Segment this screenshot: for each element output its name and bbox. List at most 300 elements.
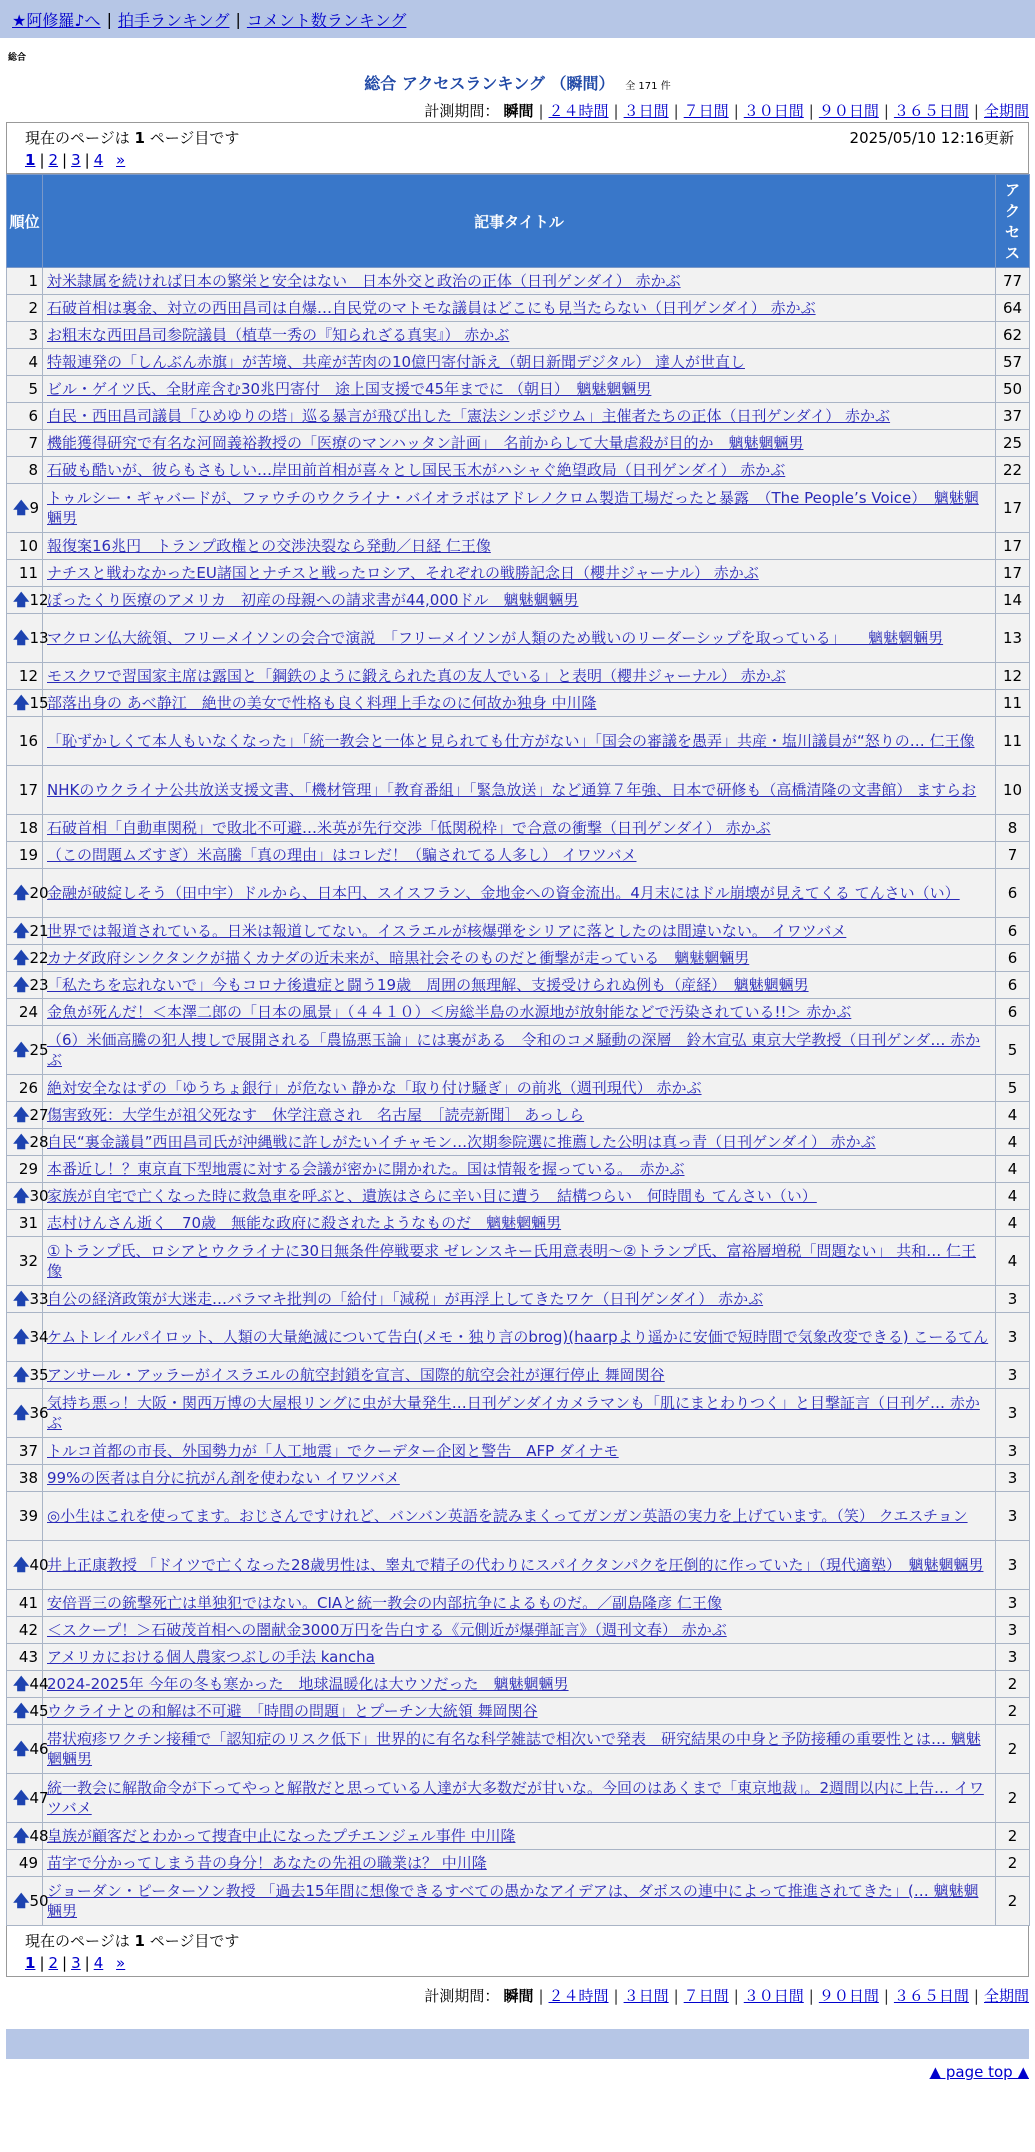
article-link[interactable]: ナチスと戦わなかったEU諸国とナチスと戦ったロシア、それぞれの戦勝記念日（櫻井ジャーナル） 赤かぶ	[47, 564, 759, 582]
table-row	[7, 560, 1030, 587]
table-row	[7, 1362, 1030, 1389]
rank-number: 21	[29, 922, 49, 940]
arrow-up-icon: 🡅	[13, 1701, 30, 1720]
pager-page-1[interactable]: 3	[71, 151, 81, 169]
arrow-up-icon: 🡅	[13, 1674, 30, 1693]
article-link[interactable]: 対米隷属を続ければ日本の繁栄と安全はない 日本外交と政治の正体（日刊ゲンダイ） 赤かぶ	[47, 272, 681, 290]
title-cell	[43, 1075, 996, 1102]
access-count: 10	[996, 766, 1030, 815]
rank-number: 22	[29, 949, 49, 967]
article-link[interactable]: お粗末な西田昌司参院議員（植草一秀の『知られざる真実』） 赤かぶ	[47, 326, 510, 344]
page-number: 1	[134, 129, 145, 147]
table-row	[7, 1850, 1030, 1877]
article-link[interactable]: 「恥ずかしくて本人もいなくなった」「統一教会と一体と見られても仕方がない」「国会の審議を愚弄」共産・塩川議員が“怒りの… 仁王像	[47, 732, 975, 750]
rank-cell	[7, 1877, 49, 1926]
rank-cell	[7, 972, 49, 999]
article-link[interactable]: アンサール・アッラーがイスラエルの航空封鎖を宣言、国際的航空会社が運行停止 舞岡関谷	[47, 1366, 665, 1384]
title-cell	[43, 322, 996, 349]
rank-number: 29	[18, 1160, 38, 1178]
table-row	[7, 766, 1030, 815]
period-link-1[interactable]: ３日間	[623, 1987, 669, 2005]
access-count: 4	[996, 1129, 1030, 1156]
period-link-3[interactable]: ３０日間	[743, 102, 804, 120]
article-link[interactable]: （6）米価高騰の犯人捜しで展開される「農協悪玉論」には裏がある 令和のコメ騒動の深層 鈴木宣弘 東京大学教授（日刊ゲンダ… 赤かぶ	[47, 1031, 981, 1069]
arrow-up-icon: 🡅	[13, 1186, 30, 1205]
access-count: 14	[996, 587, 1030, 614]
page-prefix: 現在のページは	[25, 129, 130, 147]
article-link[interactable]: 自公の経済政策が大迷走…バラマキ批判の「給付」「減税」が再浮上してきたワケ（日刊ゲンダイ） 赤かぶ	[47, 1290, 764, 1308]
title-cell	[43, 869, 996, 918]
period-separator: |	[613, 1987, 619, 2005]
access-count: 4	[996, 1156, 1030, 1183]
period-link-6[interactable]: 全期間	[983, 1987, 1029, 2005]
arrow-up-icon: 🡅	[13, 1788, 30, 1807]
period-separator: |	[538, 102, 544, 120]
table-row	[7, 1541, 1030, 1590]
access-count: 77	[996, 268, 1030, 295]
rank-number: 18	[18, 819, 38, 837]
article-link[interactable]: 部落出身の あべ静江 絶世の美女で性格も良く料理上手なのに何故か独身 中川隆	[47, 694, 597, 712]
rank-cell	[7, 1286, 49, 1313]
table-row	[7, 1644, 1030, 1671]
period-link-4[interactable]: ９０日間	[818, 102, 879, 120]
rank-number: 27	[29, 1106, 49, 1124]
arrow-up-icon: 🡅	[13, 1403, 30, 1422]
title-cell	[43, 1698, 996, 1725]
rank-number: 9	[29, 499, 39, 517]
article-link[interactable]: （この問題ムズすぎ）米高騰「真の理由」はコレだ！（騙されてる人多し） イワツバメ	[47, 846, 637, 864]
table-row	[7, 1026, 1030, 1075]
article-link[interactable]: 99%の医者は自分に抗がん剤を使わない イワツバメ	[47, 1469, 400, 1487]
title-cell	[43, 717, 996, 766]
access-count: 4	[996, 1210, 1030, 1237]
rank-number: 43	[18, 1648, 38, 1666]
rank-cell	[7, 1671, 49, 1698]
rank-number: 47	[29, 1789, 49, 1807]
table-row	[7, 1774, 1030, 1823]
article-link[interactable]: ケムトレイルパイロット、人類の大量絶滅について告白(メモ・独り言のbrog)(haarpより遥かに安価で短時間で気象改変できる) こーるてん	[47, 1328, 989, 1346]
access-count: 6	[996, 869, 1030, 918]
rank-number: 50	[29, 1892, 49, 1910]
rank-number: 3	[28, 326, 38, 344]
table-row	[7, 1698, 1030, 1725]
table-row	[7, 1102, 1030, 1129]
article-link[interactable]: 家族が自宅で亡くなった時に救急車を呼ぶと、遺族はさらに辛い目に遭う 結構つらい 何時間も てんさい（い）	[47, 1187, 817, 1205]
pager-space	[107, 151, 112, 169]
article-link[interactable]: 自民・西田昌司議員「ひめゆりの塔」巡る暴言が飛び出した「憲法シンポジウム」主催者たちの正体（日刊ゲンダイ） 赤かぶ	[47, 407, 891, 425]
page-top-link[interactable]: ▲ page top ▲	[929, 2063, 1029, 2081]
rank-number: 13	[29, 629, 49, 647]
rank-number: 17	[18, 781, 38, 799]
access-count: 22	[996, 457, 1030, 484]
access-count: 17	[996, 533, 1030, 560]
arrow-up-icon: 🡅	[13, 975, 30, 994]
rank-cell	[7, 1725, 49, 1774]
rank-number: 46	[29, 1740, 49, 1758]
rank-number: 48	[29, 1827, 49, 1845]
header-access: アクセス	[996, 175, 1030, 268]
rank-cell	[7, 1698, 49, 1725]
rank-cell	[7, 869, 49, 918]
period-current: 瞬間	[503, 102, 534, 120]
table-row	[7, 1438, 1030, 1465]
rank-number: 12	[29, 591, 49, 609]
rank-cell	[7, 690, 49, 717]
title-cell	[43, 376, 996, 403]
period-separator: |	[613, 102, 619, 120]
arrow-up-icon: 🡅	[13, 1289, 30, 1308]
title-cell	[43, 1671, 996, 1698]
title-cell	[43, 1850, 996, 1877]
table-row	[7, 349, 1030, 376]
title-cell	[43, 1877, 996, 1926]
title-cell	[43, 457, 996, 484]
nav-applause-link[interactable]: 拍手ランキング	[117, 10, 230, 30]
access-count: 2	[996, 1725, 1030, 1774]
title-cell	[43, 1237, 996, 1286]
pager-separator: |	[62, 1954, 68, 1972]
access-count: 37	[996, 403, 1030, 430]
rank-cell	[7, 533, 43, 560]
article-link[interactable]: 本番近し！？東京直下型地震に対する会議が密かに開かれた。国は情報を握っている。 赤かぶ	[47, 1160, 685, 1178]
table-row	[7, 1823, 1030, 1850]
ranking-title-row	[0, 71, 1035, 94]
title-cell	[43, 1725, 996, 1774]
page-info-box-bottom	[6, 1926, 1029, 1977]
access-count: 3	[996, 1465, 1030, 1492]
rank-cell	[7, 1823, 49, 1850]
table-row	[7, 403, 1030, 430]
rank-number: 23	[29, 976, 49, 994]
title-cell	[43, 1313, 996, 1362]
article-link[interactable]: ウクライナとの和解は不可避 「時間の問題」とプーチン大統領 舞岡関谷	[47, 1702, 538, 1720]
period-selector	[0, 100, 1035, 122]
title-cell	[43, 295, 996, 322]
access-count: 12	[996, 663, 1030, 690]
rank-cell	[7, 1075, 43, 1102]
table-row	[7, 484, 1030, 533]
rank-number: 19	[18, 846, 38, 864]
pager-page-2[interactable]: 4	[93, 1954, 104, 1972]
access-count: 2	[996, 1823, 1030, 1850]
table-row	[7, 1286, 1030, 1313]
title-cell	[43, 1617, 996, 1644]
title-cell	[43, 430, 996, 457]
table-row	[7, 1075, 1030, 1102]
period-link-6[interactable]: 全期間	[983, 102, 1029, 120]
table-row	[7, 322, 1030, 349]
pager	[7, 149, 1028, 173]
article-link[interactable]: ビル・ゲイツ氏、全財産含む30兆円寄付 途上国支援で45年までに （朝日） 魑魅魍魎男	[47, 380, 652, 398]
article-link[interactable]: ぼったくり医療のアメリカ 初産の母親への請求書が44,000ドル 魑魅魍魎男	[47, 591, 579, 609]
article-link[interactable]: ◎小生はこれを使ってます。おじさんですけれど、バンバン英語を読みまくってガンガン英語の実力を上げています。（笑） クエスチョン	[47, 1507, 968, 1525]
arrow-up-icon: 🡅	[13, 1105, 30, 1124]
access-count: 3	[996, 1617, 1030, 1644]
pager-separator: |	[84, 151, 90, 169]
arrow-up-icon: 🡅	[13, 883, 30, 902]
rank-number: 26	[18, 1079, 38, 1097]
access-count: 64	[996, 295, 1030, 322]
title-cell	[43, 1026, 996, 1075]
access-count: 3	[996, 1492, 1030, 1541]
rank-number: 30	[29, 1187, 49, 1205]
period-current: 瞬間	[503, 1987, 534, 2005]
rank-cell	[7, 457, 43, 484]
article-link[interactable]: 機能獲得研究で有名な河岡義裕教授の「医療のマンハッタン計画」 名前からして大量虐殺が目的か 魑魅魍魎男	[47, 434, 804, 452]
title-cell	[43, 403, 996, 430]
article-link[interactable]: トルコ首都の市長、外国勢力が「人工地震」でクーデター企図と警告 AFP ダイナモ	[47, 1442, 619, 1460]
rank-cell	[7, 842, 43, 869]
pager-current[interactable]: 1	[25, 151, 36, 169]
access-count: 4	[996, 1237, 1030, 1286]
rank-cell	[7, 295, 43, 322]
rank-cell	[7, 268, 43, 295]
pager-page-0[interactable]: 2	[48, 1954, 59, 1972]
article-link[interactable]: ジョーダン・ピーターソン教授 「過去15年間に想像できるすべての愚かなアイデアは、ダボスの連中によって推進されてきた」(… 魑魅魍魎男	[47, 1882, 979, 1920]
rank-number: 2	[28, 299, 38, 317]
access-count: 11	[996, 690, 1030, 717]
title-cell	[43, 587, 996, 614]
rank-cell	[7, 1438, 43, 1465]
title-cell	[43, 1438, 996, 1465]
article-link[interactable]: NHKのウクライナ公共放送支援文書、「機材管理」「教育番組」「緊急放送」など通算７年強、日本で研修も（高橋清隆の文書館） ますらお	[47, 781, 977, 799]
rank-number: 44	[29, 1675, 49, 1693]
article-link[interactable]: モスクワで習国家主席は露国と「鋼鉄のように鍛えられた真の友人でいる」と表明（櫻井ジャーナル） 赤かぶ	[47, 667, 786, 685]
rank-number: 11	[18, 564, 38, 582]
table-row	[7, 869, 1030, 918]
article-link[interactable]: 金魚が死んだ！＜本澤二郎の「日本の風景」（４４１０）＜房総半島の水源地が放射能などで汚染されている!!＞ 赤かぶ	[47, 1003, 852, 1021]
article-link[interactable]: 報復案16兆円 トランプ政権との交渉決裂なら発動／日経 仁王像	[47, 537, 491, 555]
title-cell	[43, 766, 996, 815]
title-cell	[43, 945, 996, 972]
pager-separator: |	[39, 1954, 45, 1972]
period-link-1[interactable]: ３日間	[623, 102, 669, 120]
period-link-4[interactable]: ９０日間	[818, 1987, 879, 2005]
rank-number: 32	[18, 1252, 38, 1270]
article-link[interactable]: 金融が破綻しそう（田中宇）ドルから、日本円、スイスフラン、金地金への資金流出。4月末にはドル崩壊が見えてくる てんさい（い）	[47, 884, 960, 902]
title-cell	[43, 1465, 996, 1492]
arrow-up-icon: 🡅	[13, 1365, 30, 1384]
access-count: 11	[996, 717, 1030, 766]
title-cell	[43, 533, 996, 560]
article-link[interactable]: トゥルシー・ギャバードが、ファウチのウクライナ・バイオラボはアドレノクロム製造工場だったと暴露 （The People’s Voice） 魑魅魍魎男	[47, 489, 979, 527]
title-cell	[43, 1210, 996, 1237]
rank-cell	[7, 815, 43, 842]
article-link[interactable]: 気持ち悪っ！大阪・関西万博の大屋根リングに虫が大量発生…日刊ゲンダイカメラマンも「肌にまとわりつく」と目撃証言（日刊ゲ… 赤かぶ	[47, 1394, 980, 1432]
table-row	[7, 1313, 1030, 1362]
article-link[interactable]: 特報連発の「しんぶん赤旗」が苦境、共産が苦肉の10億円寄付訴え（朝日新聞デジタル） 達人が世直し	[47, 353, 745, 371]
footer-bar	[6, 2029, 1029, 2059]
table-row	[7, 1590, 1030, 1617]
table-row	[7, 295, 1030, 322]
rank-cell	[7, 663, 43, 690]
access-count: 2	[996, 1850, 1030, 1877]
period-link-2[interactable]: ７日間	[683, 1987, 729, 2005]
pager-current[interactable]: 1	[25, 1954, 36, 1972]
access-count: 3	[996, 1644, 1030, 1671]
table-row	[7, 614, 1030, 663]
article-link[interactable]: ①トランプ氏、ロシアとウクライナに30日無条件停戦要求 ゼレンスキー氏用意表明～②トランプ氏、富裕層増税「問題ない」 共和… 仁王像	[47, 1242, 977, 1280]
title-cell	[43, 663, 996, 690]
article-link[interactable]: マクロン仏大統領、フリーメイソンの会合で演説 「フリーメイソンが人類のため戦いのリーダーシップを取っている」 魑魅魍魎男	[47, 629, 944, 647]
rank-cell	[7, 376, 43, 403]
article-link[interactable]: 帯状疱疹ワクチン接種で「認知症のリスク低下」世界的に有名な科学雑誌で相次いで発表 研究結果の中身と予防接種の重要性とは… 魑魅魍魎男	[47, 1730, 981, 1768]
period-selector-bottom	[0, 1985, 1035, 2007]
current-page-text	[25, 1930, 239, 1952]
article-link[interactable]: 安倍晋三の銃撃死亡は単独犯ではない。CIAと統一教会の内部抗争によるものだ。／副島隆彦 仁王像	[47, 1594, 722, 1612]
page-top-row	[0, 2059, 1035, 2091]
article-link[interactable]: 皇族が顧客だとわかって捜査中止になったプチエンジェル事件 中川隆	[47, 1827, 516, 1845]
rank-cell	[7, 918, 49, 945]
nav-home-link[interactable]: ★阿修羅♪へ	[12, 10, 101, 30]
table-row	[7, 1492, 1030, 1541]
article-link[interactable]: ＜スクープ！＞石破茂首相への闇献金3000万円を告白する《元側近が爆弾証言》（週刊文春） 赤かぶ	[47, 1621, 727, 1639]
rank-number: 5	[28, 380, 38, 398]
period-link-2[interactable]: ７日間	[683, 102, 729, 120]
period-separator: |	[883, 1987, 889, 2005]
page-suffix: ページ目です	[149, 1932, 240, 1950]
access-count: 5	[996, 1075, 1030, 1102]
period-separator: |	[733, 1987, 739, 2005]
rank-number: 49	[18, 1854, 38, 1872]
period-link-0[interactable]: ２４時間	[548, 102, 609, 120]
access-count: 3	[996, 1541, 1030, 1590]
rank-number: 40	[29, 1556, 49, 1574]
period-link-5[interactable]: ３６５日間	[893, 102, 969, 120]
rank-number: 10	[18, 537, 38, 555]
table-row	[7, 999, 1030, 1026]
access-count: 8	[996, 815, 1030, 842]
arrow-up-icon: 🡅	[13, 1040, 30, 1059]
rank-number: 42	[18, 1621, 38, 1639]
article-link[interactable]: 統一教会に解散命令が下ってやっと解散だと思っている人達が大多数だが甘いな。今回のはあくまで「東京地裁」。2週間以内に上告… イワツバメ	[47, 1779, 984, 1817]
arrow-up-icon: 🡅	[13, 1826, 30, 1845]
access-count: 2	[996, 1671, 1030, 1698]
article-link[interactable]: 「私たちを忘れないで」今もコロナ後遺症と闘う19歳 周囲の無理解、支援受けられぬ例も（産経） 魑魅魍魎男	[47, 976, 809, 994]
article-link[interactable]: 志村けんさん逝く 70歳 無能な政府に殺されたようなものだ 魑魅魍魎男	[47, 1214, 562, 1232]
rank-cell	[7, 1850, 43, 1877]
period-separator: |	[883, 102, 889, 120]
title-cell	[43, 1774, 996, 1823]
title-cell	[43, 268, 996, 295]
pager-next[interactable]: »	[116, 1954, 126, 1972]
title-cell	[43, 1590, 996, 1617]
nav-comments-link[interactable]: コメント数ランキング	[246, 10, 407, 30]
pager-next[interactable]: »	[116, 151, 126, 169]
rank-cell	[7, 945, 49, 972]
article-link[interactable]: カナダ政府シンクタンクが描くカナダの近未来が、暗黒社会そのものだと衝撃が走っている 魑魅魍魎男	[47, 949, 750, 967]
access-count: 57	[996, 349, 1030, 376]
article-link[interactable]: 自民“裏金議員”西田昌司氏が沖縄戦に許しがたいイチャモン…次期参院選に推薦した公明は真っ青（日刊ゲンダイ） 赤かぶ	[47, 1133, 876, 1151]
title-cell	[43, 1389, 996, 1438]
access-count: 50	[996, 376, 1030, 403]
table-row	[7, 1237, 1030, 1286]
access-count: 6	[996, 972, 1030, 999]
title-cell	[43, 842, 996, 869]
rank-number: 31	[18, 1214, 38, 1232]
rank-cell	[7, 614, 49, 663]
table-row	[7, 1877, 1030, 1926]
rank-cell	[7, 717, 43, 766]
access-count: 62	[996, 322, 1030, 349]
title-cell	[43, 815, 996, 842]
table-row	[7, 533, 1030, 560]
article-link[interactable]: 井上正康教授 「ドイツで亡くなった28歳男性は、睾丸で精子の代わりにスパイクタンパクを圧倒的に作っていた」（現代適塾） 魑魅魍魎男	[47, 1556, 984, 1574]
article-link[interactable]: 絶対安全なはずの「ゆうちょ銀行」が危ない 静かな「取り付け騒ぎ」の前兆（週刊現代） 赤かぶ	[47, 1079, 702, 1097]
pager-separator: |	[62, 151, 68, 169]
period-link-3[interactable]: ３０日間	[743, 1987, 804, 2005]
page-title: 総合 アクセスランキング （瞬間）	[364, 74, 615, 93]
pager-page-0[interactable]: 2	[48, 151, 59, 169]
page-number: 1	[134, 1932, 145, 1950]
access-count: 3	[996, 1590, 1030, 1617]
rank-cell	[7, 430, 43, 457]
article-link[interactable]: 2024-2025年 今年の冬も寒かった 地球温暖化は大ウソだった 魑魅魍魎男	[47, 1675, 569, 1693]
pager-page-1[interactable]: 3	[71, 1954, 81, 1972]
title-cell	[43, 1362, 996, 1389]
period-separator: |	[808, 1987, 814, 2005]
access-count: 3	[996, 1286, 1030, 1313]
article-link[interactable]: 石破首相は裏金、対立の西田昌司は自爆…自民党のマトモな議員はどこにも見当たらない（日刊ゲンダイ） 赤かぶ	[47, 299, 816, 317]
rank-number: 45	[29, 1702, 49, 1720]
article-link[interactable]: 世界では報道されている。日米は報道してない。イスラエルが核爆弾をシリアに落としたのは間違いない。 イワツバメ	[47, 922, 847, 940]
rank-cell	[7, 403, 43, 430]
table-row	[7, 1725, 1030, 1774]
table-row	[7, 717, 1030, 766]
article-link[interactable]: 石破も酷いが、彼らもさもしい…岸田前首相が喜々とし国民玉木がハシャぐ絶望政局（日刊ゲンダイ） 赤かぶ	[47, 461, 786, 479]
title-cell	[43, 972, 996, 999]
arrow-up-icon: 🡅	[13, 628, 30, 647]
period-label: 計測期間：	[424, 1987, 500, 2005]
rank-cell	[7, 484, 43, 533]
period-separator: |	[973, 1987, 979, 2005]
title-cell	[43, 690, 996, 717]
access-count: 13	[996, 614, 1030, 663]
arrow-up-icon: 🡅	[13, 590, 30, 609]
period-link-5[interactable]: ３６５日間	[893, 1987, 969, 2005]
rank-cell	[7, 349, 43, 376]
rank-number: 41	[18, 1594, 38, 1612]
table-row	[7, 918, 1030, 945]
table-row	[7, 268, 1030, 295]
access-count: 5	[996, 1026, 1030, 1075]
arrow-up-icon: 🡅	[13, 921, 30, 940]
rank-number: 38	[18, 1469, 38, 1487]
rank-number: 20	[29, 884, 49, 902]
table-row	[7, 1210, 1030, 1237]
arrow-up-icon: 🡅	[13, 498, 30, 517]
article-link[interactable]: 傷害致死：大学生が祖父死なす 休学注意され 名古屋 ［読売新聞］ あっしら	[47, 1106, 585, 1124]
pager-separator: |	[39, 151, 45, 169]
rank-cell	[7, 1465, 43, 1492]
article-link[interactable]: アメリカにおける個人農家つぶしの手法 kancha	[47, 1648, 375, 1666]
article-link[interactable]: 苗字で分かってしまう昔の身分！あなたの先祖の職業は？ 中川隆	[47, 1854, 487, 1872]
rank-cell	[7, 587, 49, 614]
table-row	[7, 1129, 1030, 1156]
access-count: 4	[996, 1102, 1030, 1129]
arrow-up-icon: 🡅	[13, 1891, 30, 1910]
rank-cell	[7, 1492, 43, 1541]
rank-cell	[7, 999, 43, 1026]
total-count: 全 171 件	[625, 81, 671, 92]
period-link-0[interactable]: ２４時間	[548, 1987, 609, 2005]
rank-number: 7	[28, 434, 38, 452]
pager-page-2[interactable]: 4	[93, 151, 104, 169]
table-row	[7, 842, 1030, 869]
rank-cell	[7, 1541, 49, 1590]
access-count: 3	[996, 1313, 1030, 1362]
article-link[interactable]: 石破首相「自動車関税」で敗北不可避…米英が先行交渉「低関税枠」で合意の衝撃（日刊ゲンダイ） 赤かぶ	[47, 819, 771, 837]
